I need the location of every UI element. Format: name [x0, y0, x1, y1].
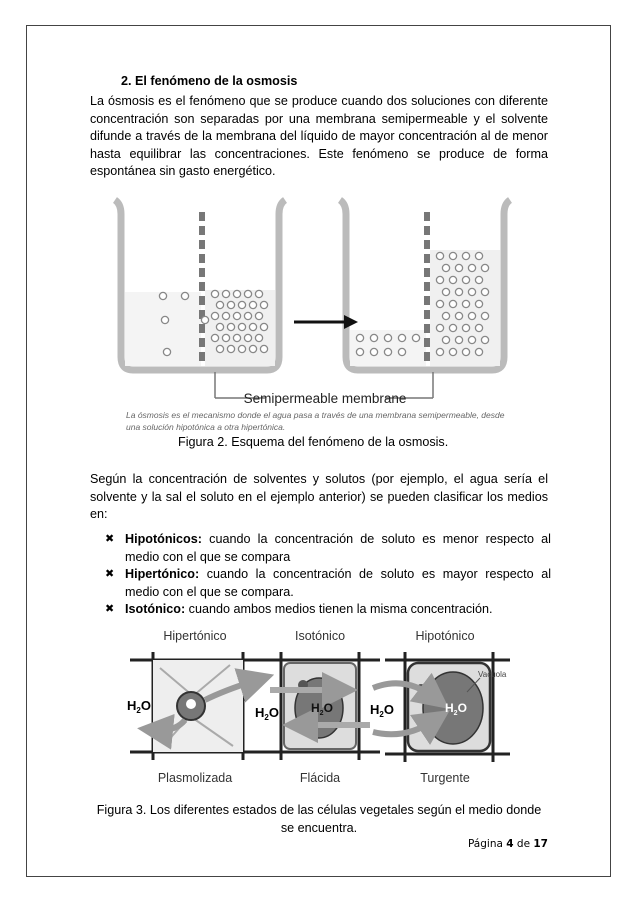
text-line: concentración son separadas por una membrana semipermeable y el solvente	[90, 111, 548, 126]
solute-particle	[216, 301, 223, 308]
solute-particle	[449, 252, 456, 259]
solute-particle	[233, 290, 240, 297]
membrane-segment	[424, 268, 430, 277]
membrane-segment	[199, 240, 205, 249]
solute-particle	[442, 264, 449, 271]
vacuole-label: Vacuola	[478, 670, 507, 679]
membrane-segment	[199, 226, 205, 235]
bullet-text: cuando ambos medios tienen la misma concentración.	[185, 602, 493, 616]
text-line: se encuentra.	[280, 820, 358, 835]
solute-particle	[468, 288, 475, 295]
solute-particle	[442, 288, 449, 295]
paragraph-media	[90, 471, 548, 524]
solute-particle	[238, 301, 245, 308]
solute-particle	[436, 300, 443, 307]
h2o-label: $H_2O$	[127, 698, 151, 715]
solute-particle	[481, 288, 488, 295]
cell-state: Plasmolizada	[157, 771, 233, 785]
liquid-left	[125, 292, 201, 366]
bullet-text: cuando la concentración de soluto es menor respecto al	[201, 532, 551, 546]
solute-particle	[227, 323, 234, 330]
membrane-segment	[424, 240, 430, 249]
cross-bullet-icon: ✖	[105, 603, 115, 615]
beakers	[115, 200, 510, 370]
figure-note: La ósmosis es el mecanismo donde el agua pasa a través de una membrana semipermeable, desde	[126, 410, 505, 420]
solute-particle	[159, 292, 166, 299]
membrane-segment	[199, 338, 205, 347]
solute-particle	[412, 334, 419, 341]
solute-particle	[468, 264, 475, 271]
solute-particle	[468, 336, 475, 343]
osmosis-diagram	[110, 192, 550, 442]
solute-particle	[163, 348, 170, 355]
membrane-segment	[424, 310, 430, 319]
solute-particle	[255, 290, 262, 297]
solute-particle	[398, 348, 405, 355]
list-item	[105, 601, 551, 619]
solute-particle	[233, 312, 240, 319]
flaccid-cell	[255, 652, 380, 760]
solute-particle	[462, 300, 469, 307]
cell-state: Turgente	[420, 771, 470, 785]
solute-particle	[462, 276, 469, 283]
solute-particle	[222, 290, 229, 297]
membrane-segment	[199, 212, 205, 221]
solute-particle	[260, 323, 267, 330]
solute-particle	[384, 334, 391, 341]
solute-particle	[449, 324, 456, 331]
h2o-label: $H_2O$	[255, 705, 279, 722]
solute-particle	[181, 292, 188, 299]
solute-particle	[462, 348, 469, 355]
solute-particle	[481, 336, 488, 343]
cell-title: Hipotónico	[415, 629, 475, 643]
membrane-segment	[424, 226, 430, 235]
solute-particle	[356, 334, 363, 341]
solute-particle	[201, 316, 208, 323]
text-line: difunde a través de la membrana del líquido de mayor concentración al de menor	[90, 129, 548, 143]
solute-particle	[449, 276, 456, 283]
text-line: medio con el que se compara	[125, 549, 291, 564]
solute-particle	[216, 323, 223, 330]
text-line	[125, 531, 551, 549]
text-line	[125, 566, 551, 584]
membrane-segment	[199, 324, 205, 333]
solute-particle	[436, 252, 443, 259]
text-line: medio con el que se compara.	[125, 584, 294, 599]
solute-particle	[233, 334, 240, 341]
text-line: espontánea sin gasto energético.	[90, 164, 276, 178]
bullet-term: Isotónico:	[125, 602, 186, 616]
cell-state: Flácida	[299, 771, 341, 785]
membrane-segment	[424, 324, 430, 333]
text-line	[125, 601, 551, 619]
h2o-label: $H_2O$	[445, 701, 467, 717]
h2o-label: $H_2O$	[311, 701, 333, 717]
text-line: Según la concentración de solventes y solutos (por ejemplo, el agua sería el	[90, 472, 548, 486]
figure2-caption: Figura 2. Esquema del fenómeno de la osmosis.	[178, 435, 449, 449]
solute-particle	[255, 312, 262, 319]
solute-particle	[481, 264, 488, 271]
solute-particle	[455, 264, 462, 271]
membrane-label: Semipermeable membrane	[243, 391, 407, 406]
solute-particle	[370, 334, 377, 341]
figure-note: una solución hipotónica a otra hipertónica.	[126, 422, 286, 432]
solute-particle	[449, 348, 456, 355]
membrane-segment	[424, 212, 430, 221]
list-item	[105, 531, 551, 566]
figure3-caption	[90, 802, 548, 837]
solute-particle	[216, 345, 223, 352]
membrane-segment	[199, 282, 205, 291]
turgid-cell	[370, 652, 510, 762]
h2o-label: $H_2O$	[370, 702, 394, 719]
cell-title: Hipertónico	[163, 629, 227, 643]
solute-particle	[475, 324, 482, 331]
solute-particle	[227, 345, 234, 352]
cell-title: Isotónico	[294, 629, 346, 643]
plant-cells-diagram	[105, 620, 535, 790]
solute-particle	[475, 252, 482, 259]
solute-particle	[260, 345, 267, 352]
solute-particle	[436, 348, 443, 355]
bullet-list	[105, 531, 551, 619]
cross-bullet-icon: ✖	[105, 533, 115, 545]
solute-particle	[211, 312, 218, 319]
list-item	[105, 566, 551, 601]
bullet-term: Hipotónicos:	[125, 532, 202, 546]
membrane-segment	[424, 338, 430, 347]
solute-particle	[462, 324, 469, 331]
solute-particle	[468, 312, 475, 319]
membrane-segment	[424, 254, 430, 263]
solute-particle	[436, 324, 443, 331]
solute-particle	[249, 345, 256, 352]
solute-particle	[455, 336, 462, 343]
solute-particle	[475, 276, 482, 283]
solute-particle	[238, 345, 245, 352]
solute-particle	[222, 334, 229, 341]
solute-particle	[475, 300, 482, 307]
solute-particle	[249, 323, 256, 330]
text-line: solvente y la sal el soluto en el ejemplo anterior) se pueden clasificar los medios	[90, 489, 548, 504]
solute-particle	[384, 348, 391, 355]
solute-particle	[255, 334, 262, 341]
solute-particle	[222, 312, 229, 319]
solute-particle	[475, 348, 482, 355]
solute-particle	[436, 276, 443, 283]
cross-bullet-icon: ✖	[105, 568, 115, 580]
solute-particle	[161, 316, 168, 323]
solute-particle	[442, 336, 449, 343]
solute-particle	[481, 312, 488, 319]
text-line: La ósmosis es el fenómeno que se produce cuando dos soluciones con diferente	[90, 94, 548, 108]
solute-particle	[227, 301, 234, 308]
text-line: hasta equilibrar las concentraciones. Este fenómeno se produce de forma	[90, 146, 548, 161]
paragraph-osmosis	[90, 93, 548, 181]
solute-particle	[449, 300, 456, 307]
membrane-segment	[199, 254, 205, 263]
solute-particle	[244, 290, 251, 297]
solute-particle	[249, 301, 256, 308]
membrane-segment	[199, 352, 205, 361]
solute-particle	[398, 334, 405, 341]
membrane-segment	[424, 296, 430, 305]
solute-particle	[244, 312, 251, 319]
membrane-segment	[199, 268, 205, 277]
solute-particle	[462, 252, 469, 259]
solute-particle	[260, 301, 267, 308]
solute-particle	[244, 334, 251, 341]
solute-particle	[211, 290, 218, 297]
solute-particle	[370, 348, 377, 355]
membrane-segment	[199, 296, 205, 305]
solute-particle	[455, 312, 462, 319]
membrane-segment	[424, 352, 430, 361]
solute-particle	[238, 323, 245, 330]
bullet-text: cuando la concentración de soluto es mayor respecto al	[199, 567, 551, 581]
page-number: Página 4 de 17	[467, 838, 548, 850]
plasmolized-cell	[127, 652, 260, 760]
solute-particle	[455, 288, 462, 295]
bullet-term: Hipertónico:	[125, 567, 200, 581]
solute-particle	[442, 312, 449, 319]
membrane-segment	[424, 282, 430, 291]
text-line: Figura 3. Los diferentes estados de las células vegetales según el medio donde	[96, 803, 542, 817]
solute-particle	[356, 348, 363, 355]
text-line: en:	[90, 507, 108, 521]
section-heading: 2. El fenómeno de la osmosis	[121, 74, 298, 88]
solute-particle	[211, 334, 218, 341]
